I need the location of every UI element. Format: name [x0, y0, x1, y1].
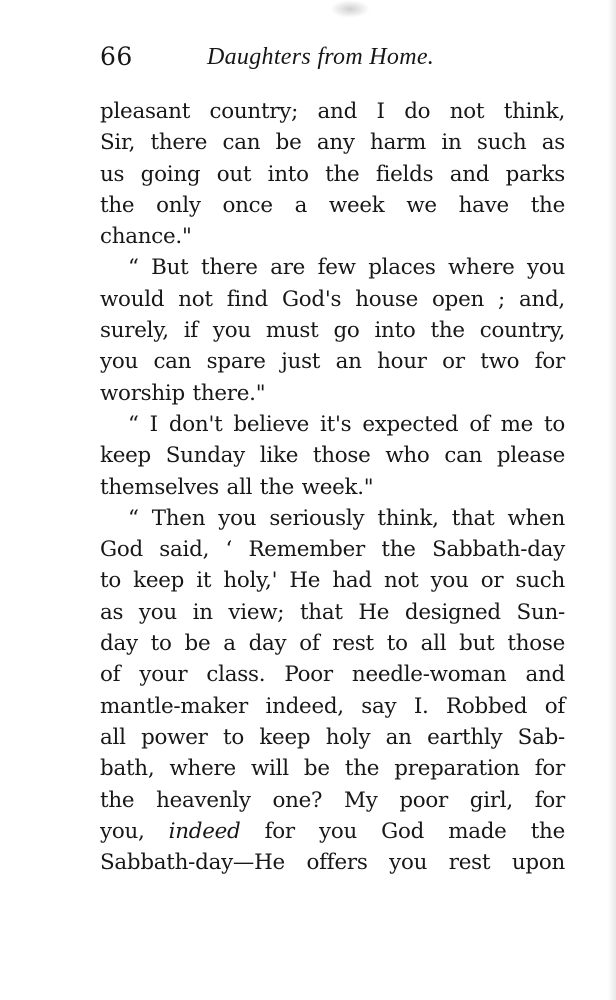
text-line: “ I don't believe it's expected of me to — [128, 411, 565, 437]
text-line: God said, ‘ Remember the Sabbath-day — [100, 537, 565, 563]
text-line: “ But there are few places where you — [128, 255, 565, 281]
text-line: themselves all the week." — [100, 474, 374, 500]
text-line: Sir, there can be any harm in such as — [100, 130, 565, 156]
text-line: surely, if you must go into the country, — [100, 318, 565, 344]
page-header — [100, 42, 480, 82]
line-segment: for you God made the — [240, 818, 565, 844]
ink-smudge — [330, 0, 370, 18]
page-number: 66 — [100, 42, 133, 71]
line-segment: you, — [100, 818, 169, 844]
text-line: worship there." — [100, 380, 266, 406]
text-line: Sabbath-day—He offers you rest upon — [100, 850, 565, 876]
body-text — [100, 96, 565, 878]
text-line: “ Then you seriously think, that when — [128, 505, 565, 531]
text-line: day to be a day of rest to all but those — [100, 631, 565, 657]
text-line: the only once a week we have the — [100, 192, 565, 218]
text-line: the heavenly one? My poor girl, for — [100, 787, 565, 813]
text-line: pleasant country; and I do not think, — [100, 99, 565, 124]
text-line: us going out into the fields and parks — [100, 161, 565, 187]
text-line: chance." — [100, 224, 192, 250]
text-line: keep Sunday like those who can please — [100, 443, 565, 469]
text-line: of your class. Poor needle-woman and — [100, 662, 565, 688]
text-line: you can spare just an hour or two for — [100, 349, 565, 375]
page-edge-shadow — [608, 0, 616, 1000]
text-line: all power to keep holy an earthly Sab- — [100, 724, 565, 750]
text-line: would not find God's house open ; and, — [100, 286, 565, 312]
running-title: Daughters from Home. — [207, 44, 435, 70]
text-line: as you in view; that He designed Sun- — [100, 599, 565, 625]
text-line: to keep it holy,' He had not you or such — [100, 568, 565, 594]
text-line: mantle-maker indeed, say I. Robbed of — [100, 693, 565, 719]
text-line: bath, where will be the preparation for — [100, 756, 565, 782]
text-line-with-emphasis — [100, 816, 565, 847]
emphasized-word: indeed — [168, 818, 241, 844]
